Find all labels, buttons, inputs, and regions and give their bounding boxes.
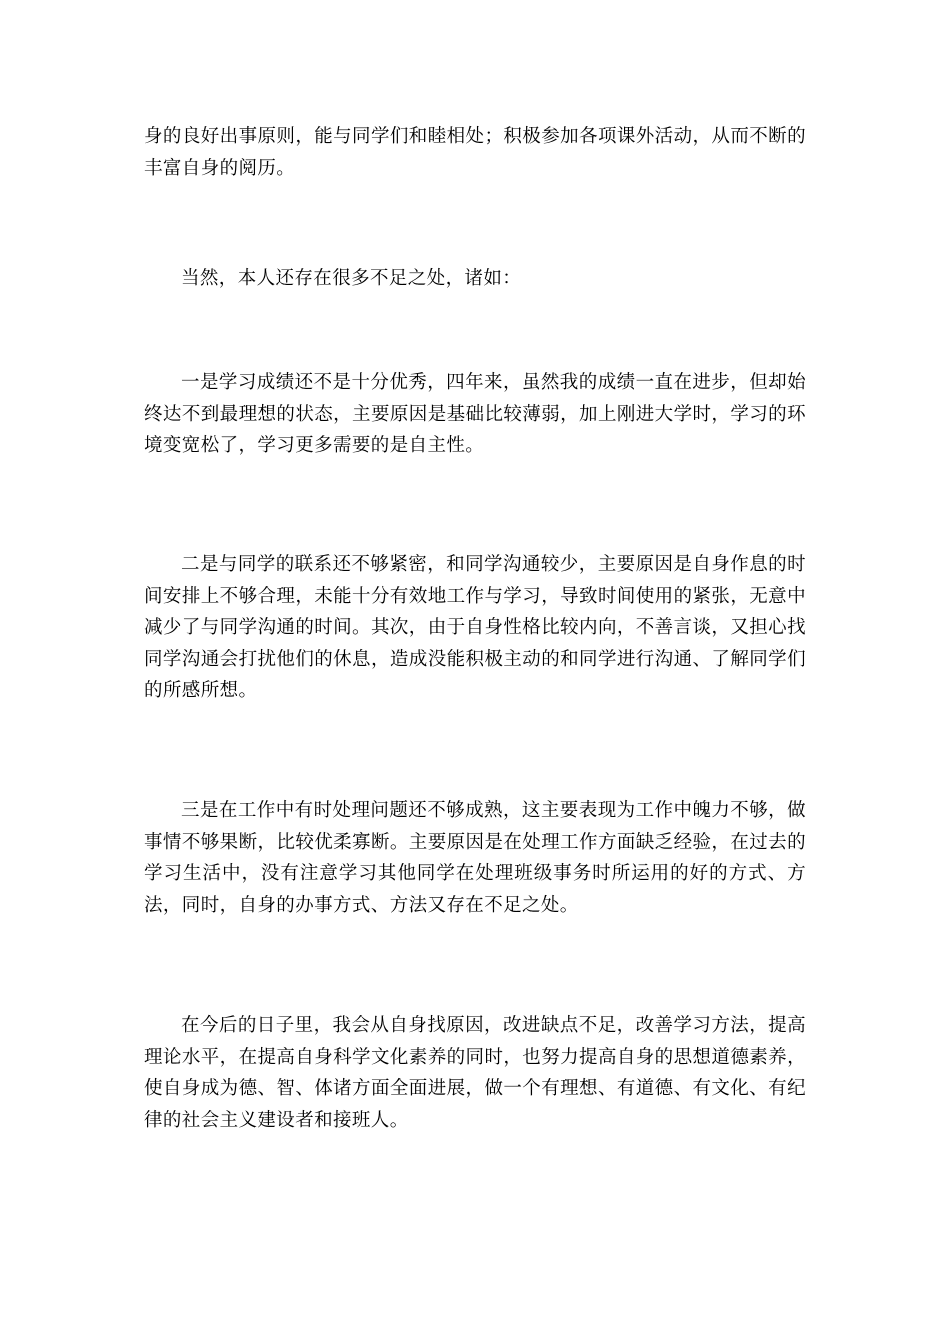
paragraph-continuation: 身的良好出事原则，能与同学们和睦相处；积极参加各项课外活动，从而不断的丰富自身的阅历。 bbox=[144, 126, 806, 179]
paragraph-shortcoming-one: 一是学习成绩还不是十分优秀，四年来，虽然我的成绩一直在进步，但却始终达不到最理想的状态，主要原因是基础比较薄弱，加上刚进大学时，学习的环境变宽松了，学习更多需要的是自主性。 bbox=[144, 372, 806, 456]
paragraph-future-plan: 在今后的日子里，我会从自身找原因，改进缺点不足，改善学习方法，提高理论水平，在提高自身科学文化素养的同时，也努力提高自身的思想道德素养，使自身成为德、智、体诸方面全面进展，做一个有理想、有道德、有文化、有纪律的社会主义建设者和接班人。 bbox=[144, 1015, 806, 1131]
paragraph-shortcoming-three: 三是在工作中有时处理问题还不够成熟，这主要表现为工作中魄力不够，做事情不够果断，比较优柔寡断。主要原因是在处理工作方面缺乏经验，在过去的学习生活中，没有注意学习其他同学在处理班级事务时所运用的好的方式、方法，同时，自身的办事方式、方法又存在不足之处。 bbox=[144, 800, 806, 916]
paragraph-shortcoming-two: 二是与同学的联系还不够紧密，和同学沟通较少，主要原因是自身作息的时间安排上不够合理，未能十分有效地工作与学习，导致时间使用的紧张，无意中减少了与同学沟通的时间。其次，由于自身性格比较内向，不善言谈，又担心找同学沟通会打扰他们的休息，造成没能积极主动的和同学进行沟通、了解同学们的所感所想。 bbox=[144, 554, 806, 701]
paragraph-shortcomings-intro: 当然，本人还存在很多不足之处，诸如： bbox=[181, 268, 522, 289]
